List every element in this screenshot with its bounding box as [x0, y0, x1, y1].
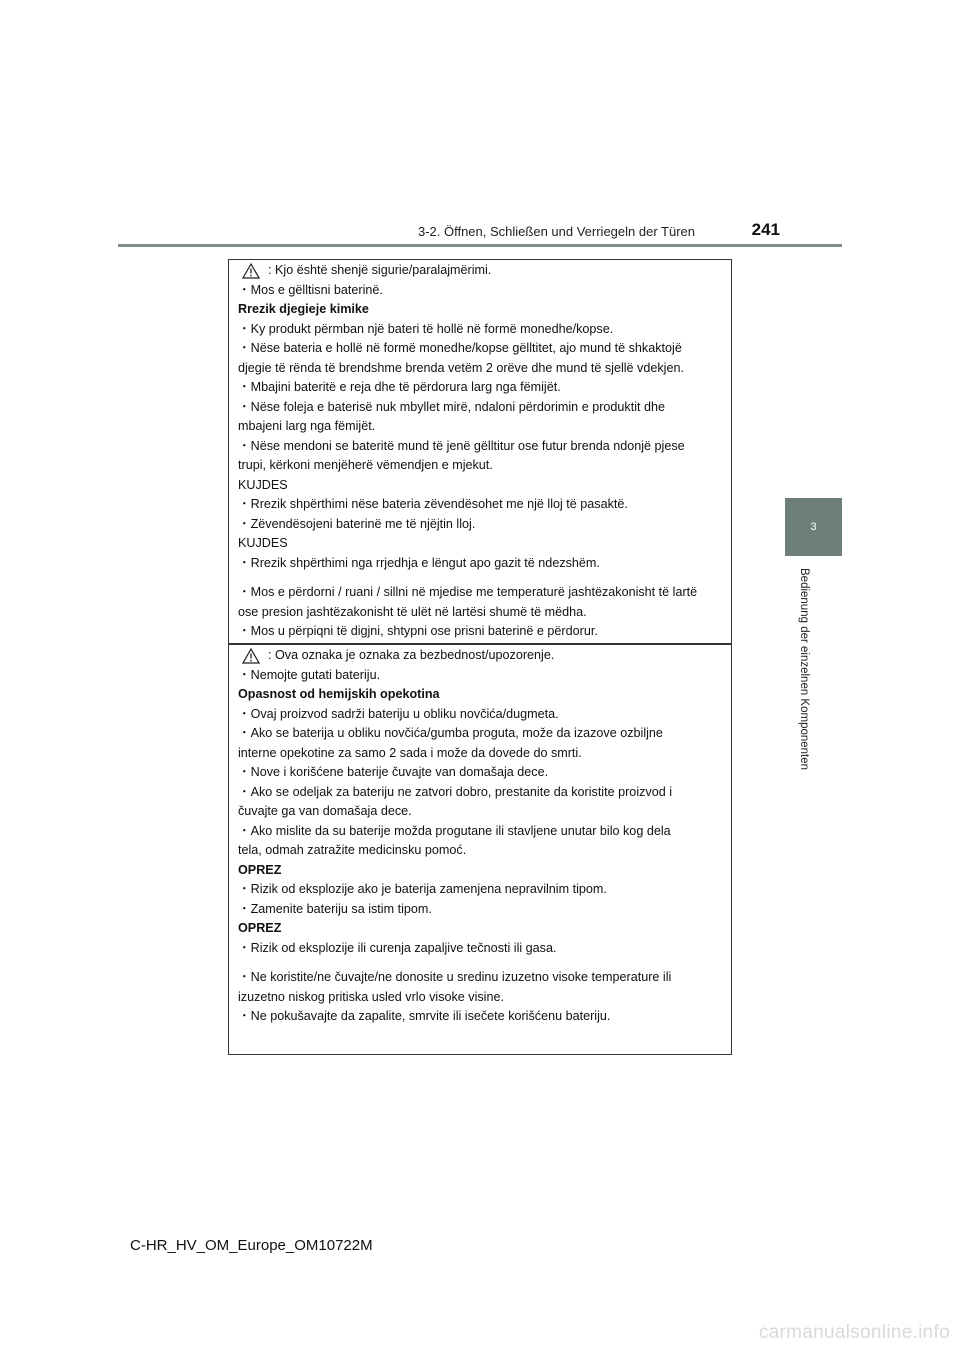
warning-line: mbajeni larg nga fëmijët. [238, 419, 376, 433]
caution-heading: KUJDES [238, 477, 288, 492]
warning-line: ・Zëvendësojeni baterinë me të njëjtin lloj. [238, 516, 476, 531]
warning-line: interne opekotine za samo 2 sada i može da dovede do smrti. [238, 745, 582, 760]
warning-line: ・Mos e përdorni / ruani / sillni në mjedise me temperaturë jashtëzakonisht të lartë [238, 585, 698, 599]
warning-heading: Rrezik djegieje kimike [238, 302, 369, 316]
caution-heading: KUJDES [238, 536, 288, 550]
warning-line: ・Mbajini bateritë e reja dhe të përdorura larg nga fëmijët. [238, 380, 561, 394]
warning-line: ・Nemojte gutati bateriju. [238, 667, 381, 682]
warning-line: tela, odmah zatražite medicinsku pomoć. [238, 843, 467, 857]
caution-heading: OPREZ [238, 862, 282, 877]
chapter-title-vertical: Bedienung der einzelnen Komponenten [798, 568, 810, 771]
header-divider [118, 244, 842, 247]
warning-line: ・Ovaj proizvod sadrži bateriju u obliku novčića/dugmeta. [238, 706, 559, 721]
page-number: 241 [751, 220, 780, 239]
warning-line: ・Ako se odeljak za bateriju ne zatvori dobro, prestanite da koristite proizvod i [238, 784, 673, 799]
chapter-number: 3 [810, 521, 817, 533]
warning-line: ・Ako se baterija u obliku novčića/gumba proguta, može da izazove ozbiljne [238, 726, 663, 740]
albanian-warning-box [228, 259, 732, 644]
warning-line: ・Nëse foleja e baterisë nuk mbyllet mirë, ndaloni përdorimin e produktit dhe [238, 399, 666, 414]
warning-triangle-icon [242, 263, 260, 279]
warning-line: ・Ky produkt përmban një bateri të hollë në formë monedhe/kopse. [238, 321, 614, 336]
warning-line: ・Zamenite bateriju sa istim tipom. [238, 901, 432, 916]
warning-line: ・Mos e gëlltisni baterinë. [238, 282, 383, 297]
warning-title-row [238, 261, 723, 281]
warning-line: ・Mos u përpiqni të digjni, shtypni ose prisni baterinë e përdorur. [238, 624, 598, 638]
warning-line: trupi, kërkoni menjëherë vëmendjen e mjekut. [238, 458, 493, 472]
serbian-warning-box [228, 644, 732, 1055]
warning-line: izuzetno niskog pritiska usled vrlo visoke visine. [238, 989, 504, 1004]
warning-line: ・Rizik od eksplozije ili curenja zapaljive tečnosti ili gasa. [238, 940, 557, 955]
warning-line: ・Nëse mendoni se bateritë mund të jenë gëlltitur ose futur brenda ndonjë pjese [238, 438, 685, 453]
warning-title-row [238, 646, 723, 666]
warning-line: djegie të rënda të brendshme brenda vetëm 2 orëve dhe mund të sjellë vdekjen. [238, 360, 684, 375]
warning-line: čuvajte ga van domašaja dece. [238, 804, 412, 818]
warning-heading: Opasnost od hemijskih opekotina [238, 687, 440, 701]
warning-line: ・Rizik od eksplozije ako je baterija zamenjena nepravilnim tipom. [238, 882, 607, 896]
document-code: C-HR_HV_OM_Europe_OM10722M [130, 1237, 373, 1254]
warning-line: ・Nëse bateria e hollë në formë monedhe/kopse gëlltitet, ajo mund të shkaktojë [238, 341, 682, 355]
warning-line: ・Nove i korišćene baterije čuvajte van domašaja dece. [238, 765, 549, 779]
watermark-link[interactable]: carmanualsonline.info [758, 1322, 950, 1343]
section-heading: 3-2. Öffnen, Schließen und Verriegeln der Türen [417, 224, 695, 239]
warning-title: : Kjo është shenjë sigurie/paralajmërimi. [268, 263, 492, 277]
warning-line: ・Ako mislite da su baterije možda progutane ili stavljene unutar bilo kog dela [238, 823, 671, 838]
warning-line: ・Ne pokušavajte da zapalite, smrvite ili isečete korišćenu bateriju. [238, 1009, 611, 1023]
caution-heading: OPREZ [238, 921, 282, 935]
warning-line: ・Rrezik shpërthimi nga rrjedhja e lëngut apo gazit të ndezshëm. [238, 555, 600, 570]
spacer [238, 958, 723, 968]
warning-title: : Ova oznaka je oznaka za bezbednost/upozorenje. [268, 648, 555, 662]
warning-line: ・Ne koristite/ne čuvajte/ne donosite u sredinu izuzetno visoke temperature ili [238, 970, 672, 984]
spacer [238, 573, 723, 583]
warning-triangle-icon [242, 648, 260, 664]
warning-line: ose presion jashtëzakonisht të ulët në lartësi shumë të mëdha. [238, 604, 587, 619]
chapter-tab [785, 498, 842, 556]
warning-line: ・Rrezik shpërthimi nëse bateria zëvendësohet me një lloj të pasaktë. [238, 497, 628, 511]
